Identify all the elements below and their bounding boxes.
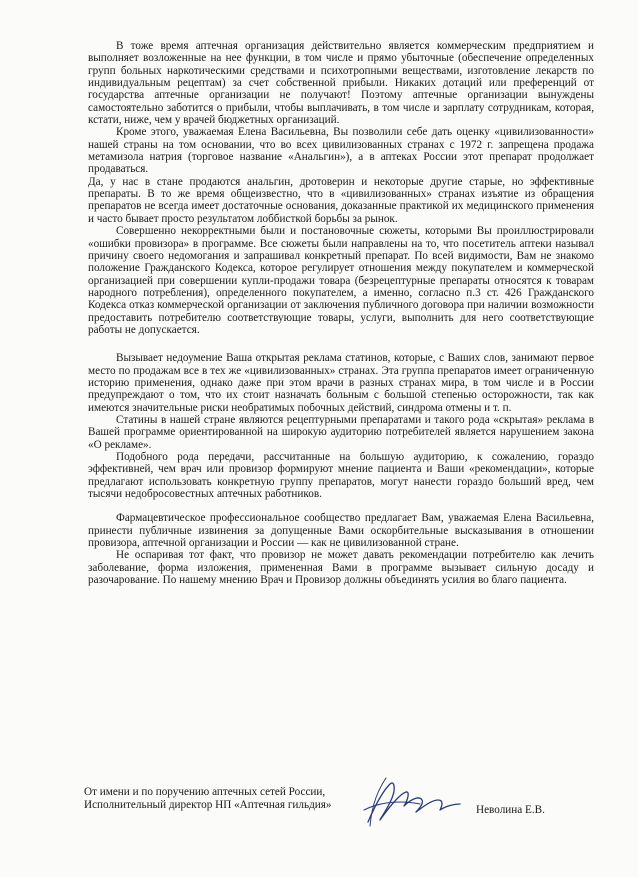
paragraph-commercial-organization: В тоже время аптечная организация действительно является коммерческим предприятием и выполняет возложенные на нее функции, в том числе и прямо убыточные (обеспечение определенных групп больных наркотическими средствами и психотропными веществами, изготовление лекарств по индивидуальным рецептам) за счет собственной прибыли. Никаких дотаций или преференций от государства аптечные организации не получают! Поэтому аптечные организации вынуждены самостоятельно заботится о прибыли, чтобы выплачивать, в том числе и зарплату сотрудникам, которая, кстати, ниже, чем у врачей бюджетных организаций.: [88, 40, 594, 127]
signatory-name: Неволина Е.В.: [476, 804, 545, 816]
handwritten-signature-icon: [360, 770, 470, 830]
paragraph-broadcast-harm: Подобного рода передачи, рассчитанные на большую аудиторию, к сожалению, гораздо эффективней, чем врач или провизор формируют мнение пациента и Ваши «рекомендации», которые предлагают использовать конкретную группу препаратов, могут нанести гораздо больший вред, чем тысячи недобросовестных аптечных работников.: [88, 451, 594, 501]
paragraph-joint-efforts: Не оспаривая тот факт, что провизор не может давать рекомендации потребителю как лечить заболевание, форма изложения, примененная Вами в программе вызывает сильную досаду и разочарование. По нашему мнению Врач и Провизор должны объединять усилия во благо пациента.: [88, 549, 594, 587]
signature-position: Исполнительный директор НП «Аптечная гильдия»: [84, 799, 332, 811]
letter-body: [88, 40, 594, 586]
paragraph-staged-scenes: Совершенно некорректными были и постановочные сюжеты, которыми Вы проиллюстрировали «ошибки провизора» в программе. Все сюжеты были направлены на то, что посетитель аптеки называл причину своего недомогания и запрашивал конкретный препарат. По всей видимости, Вам не знакомо положение Гражданского Кодекса, которое регулирует отношения между покупателем и коммерческой организацией при совершении купли-продажи товара (безрецептурные препараты относятся к товарам народного потребления), определенного покупателем, а именно, согласно п.3 ст. 426 Гражданского Кодекса отказ коммерческой организации от заключения публичного договора при наличии возможности предоставить потребителю соответствующие товары, услуги, выполнить для него соответствующие работы не допускается.: [88, 225, 594, 336]
signature-on-behalf: От имени и по поручению аптечных сетей России,: [84, 786, 326, 798]
paragraph-old-drugs: Да, у нас в стане продаются анальгин, дротоверин и некоторые другие старые, но эффективные препараты. В то же время общеизвестно, что в «цивилизованных» странах изъятие из обращения препаратов не всегда имеет достаточные основания, доказанные практикой их медицинского применения и часто бывает просто результатом лоббисткой борьбы за рынок.: [88, 175, 594, 225]
paragraph-gap: [88, 336, 594, 352]
paragraph-apology-request: Фармацевтическое профессиональное сообщество предлагает Вам, уважаемая Елена Васильевна, принести публичные извинения за допущенные Вами оскорбительные высказывания в отношении провизора, аптечной организации и России — как не цивилизованной стране.: [88, 512, 594, 550]
paragraph-statins-prescription: Статины в нашей стране являются рецептурными препаратами и такого рода «скрытая» реклама в Вашей программе ориентированной на широкую аудиторию потребителей является нарушением закона «О рекламе».: [88, 413, 594, 451]
paragraph-statins-advertising: Вызывает недоумение Ваша открытая реклама статинов, которые, с Ваших слов, занимают первое место по продажам все в тех же «цивилизованных» странах. Эта группа препаратов имеет ограниченную историю применения, однако даже при этом врачи в разных странах мира, в том числе и в России предупреждают о том, что их стоит назначать больным с большой степенью осторожности, так как имеются значительные риски необратимых побочных действий, синдрома отмены и т. п.: [88, 352, 594, 414]
paragraph-civilization-assessment: Кроме этого, уважаемая Елена Васильевна, Вы позволили себе дать оценку «цивилизованности» нашей страны на том основании, что во всех цивилизованных странах с 1972 г. запрещена продажа метамизола натрия (торговое название «Анальгин»), а в аптеках России этот препарат продолжает продаваться.: [88, 126, 594, 176]
paragraph-gap: [88, 500, 594, 512]
